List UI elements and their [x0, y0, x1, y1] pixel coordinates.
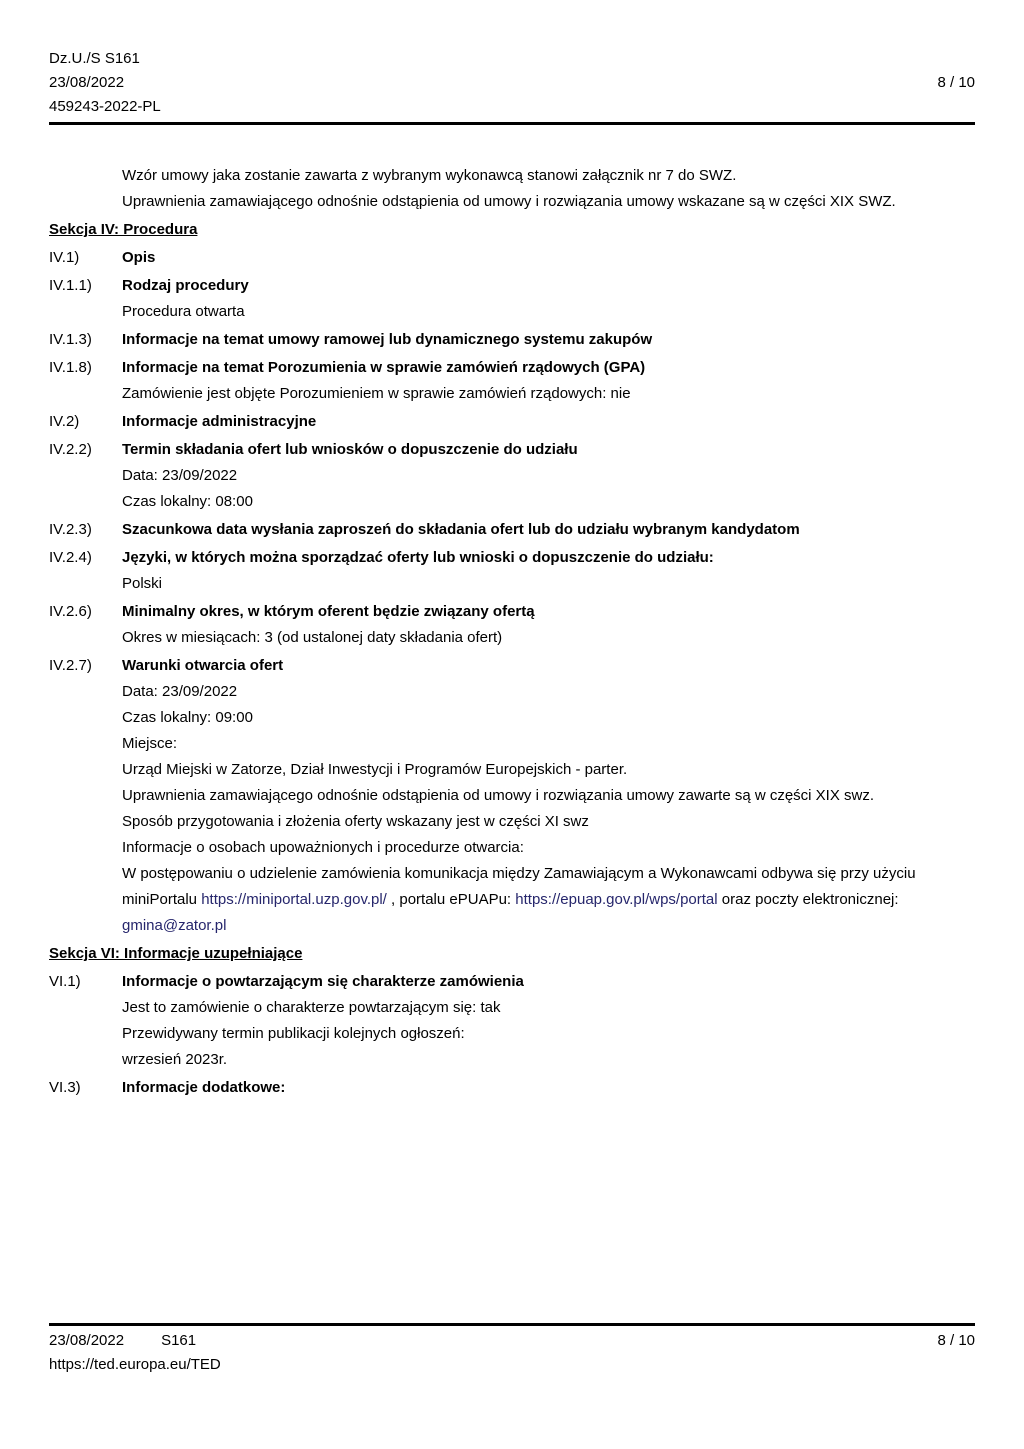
item-line: Okres w miesiącach: 3 (od ustalonej daty składania ofert): [122, 629, 503, 646]
item-number: VI.3): [49, 1079, 81, 1096]
header-date: 23/08/2022: [49, 74, 125, 91]
item-iv-2-2: [49, 437, 975, 515]
item-iv-2-4: [49, 545, 975, 597]
item-line: Zamówienie jest objęte Porozumieniem w sprawie zamówień rządowych: nie: [122, 385, 631, 402]
item-title: Szacunkowa data wysłania zaproszeń do składania ofert lub do udziału wybranym kandydatom: [122, 521, 800, 538]
item-line: Czas lokalny: 08:00: [122, 493, 253, 510]
intro-label-spacer: [49, 163, 122, 215]
item-number: IV.2.7): [49, 657, 92, 674]
communication-text: , portalu ePUAPu:: [386, 891, 516, 908]
item-line: Miejsce:: [122, 735, 178, 752]
item-title: Informacje administracyjne: [122, 413, 317, 430]
item-number: IV.1.1): [49, 277, 92, 294]
item-title: Warunki otwarcia ofert: [122, 657, 284, 674]
item-line: Przewidywany termin publikacji kolejnych ogłoszeń:: [122, 1025, 465, 1042]
intro-paragraph-2: Uprawnienia zamawiającego odnośnie odstąpienia od umowy i rozwiązania umowy wskazane są w części XIX SWZ.: [122, 193, 896, 210]
item-line: Informacje o osobach upoważnionych i procedurze otwarcia:: [122, 839, 524, 856]
page-header: [49, 47, 975, 125]
item-title: Informacje o powtarzającym się charakterze zamówienia: [122, 973, 524, 990]
email-link[interactable]: gmina@zator.pl: [122, 917, 227, 934]
item-iv-2-3: [49, 517, 975, 543]
miniportal-link[interactable]: https://miniportal.uzp.gov.pl/: [201, 891, 387, 908]
item-line: Czas lokalny: 09:00: [122, 709, 253, 726]
communication-text: oraz poczty elektronicznej:: [717, 891, 899, 908]
item-line: Sposób przygotowania i złożenia oferty wskazany jest w części XI swz: [122, 813, 589, 830]
item-iv-2-7: [49, 653, 975, 939]
section-heading-vi: Sekcja VI: Informacje uzupełniające: [49, 945, 303, 962]
item-line: wrzesień 2023r.: [122, 1051, 228, 1068]
footer-page-indicator: 8 / 10: [937, 1332, 975, 1349]
footer-date: 23/08/2022: [49, 1332, 125, 1349]
header-doc-id: 459243-2022-PL: [49, 98, 161, 115]
item-iv-2-6: [49, 599, 975, 651]
item-line: Data: 23/09/2022: [122, 683, 238, 700]
item-number: IV.2.6): [49, 603, 92, 620]
item-number: IV.1): [49, 249, 80, 266]
item-title: Informacje dodatkowe:: [122, 1079, 286, 1096]
item-number: IV.2.2): [49, 441, 92, 458]
item-iv-1-3: [49, 327, 975, 353]
item-line: Procedura otwarta: [122, 303, 245, 320]
footer-url: https://ted.europa.eu/TED: [49, 1356, 221, 1373]
epuap-link[interactable]: https://epuap.gov.pl/wps/portal: [515, 891, 718, 908]
item-title: Informacje na temat Porozumienia w sprawie zamówień rządowych (GPA): [122, 359, 646, 376]
intro-paragraph-1: Wzór umowy jaka zostanie zawarta z wybranym wykonawcą stanowi załącznik nr 7 do SWZ.: [122, 167, 737, 184]
item-line: Jest to zamówienie o charakterze powtarzającym się: tak: [122, 999, 501, 1016]
item-number: IV.2): [49, 413, 80, 430]
item-number: IV.2.3): [49, 521, 92, 538]
item-vi-1: [49, 969, 975, 1073]
footer-info-row: [49, 1329, 975, 1353]
page-footer: [49, 1323, 975, 1377]
item-line: Data: 23/09/2022: [122, 467, 238, 484]
item-title: Informacje na temat umowy ramowej lub dynamicznego systemu zakupów: [122, 331, 653, 348]
item-iv-1-8: [49, 355, 975, 407]
footer-series: S161: [161, 1332, 197, 1349]
item-title: Języki, w których można sporządzać oferty lub wnioski o dopuszczenie do udziału:: [122, 549, 714, 566]
header-date-row: [49, 71, 975, 95]
item-title: Rodzaj procedury: [122, 277, 249, 294]
item-number: VI.1): [49, 973, 81, 990]
item-title: Minimalny okres, w którym oferent będzie związany ofertą: [122, 603, 535, 620]
section-heading-iv: Sekcja IV: Procedura: [49, 221, 198, 238]
item-line: Uprawnienia zamawiającego odnośnie odstąpienia od umowy i rozwiązania umowy zawarte są w części XIX swz.: [122, 787, 875, 804]
item-line: Urząd Miejski w Zatorze, Dział Inwestycji i Programów Europejskich - parter.: [122, 761, 628, 778]
communication-text: W postępowaniu o udzielenie zamówienia komunikacja między Zamawiającym a Wykonawcami odbywa się przy użyciu miniPortalu: [122, 865, 916, 908]
item-iv-1-1: [49, 273, 975, 325]
item-number: IV.1.8): [49, 359, 92, 376]
item-number: IV.2.4): [49, 549, 92, 566]
document-body: [49, 163, 975, 1101]
item-number: IV.1.3): [49, 331, 92, 348]
item-title: Opis: [122, 249, 156, 266]
item-title: Termin składania ofert lub wniosków o dopuszczenie do udziału: [122, 441, 578, 458]
header-doc-ref: Dz.U./S S161: [49, 50, 140, 67]
communication-paragraph: [122, 861, 975, 939]
header-page-indicator: 8 / 10: [937, 74, 975, 91]
item-iv-2: [49, 409, 975, 435]
item-line: Polski: [122, 575, 163, 592]
item-vi-3: [49, 1075, 975, 1101]
item-iv-1: [49, 245, 975, 271]
intro-block: [49, 163, 975, 215]
